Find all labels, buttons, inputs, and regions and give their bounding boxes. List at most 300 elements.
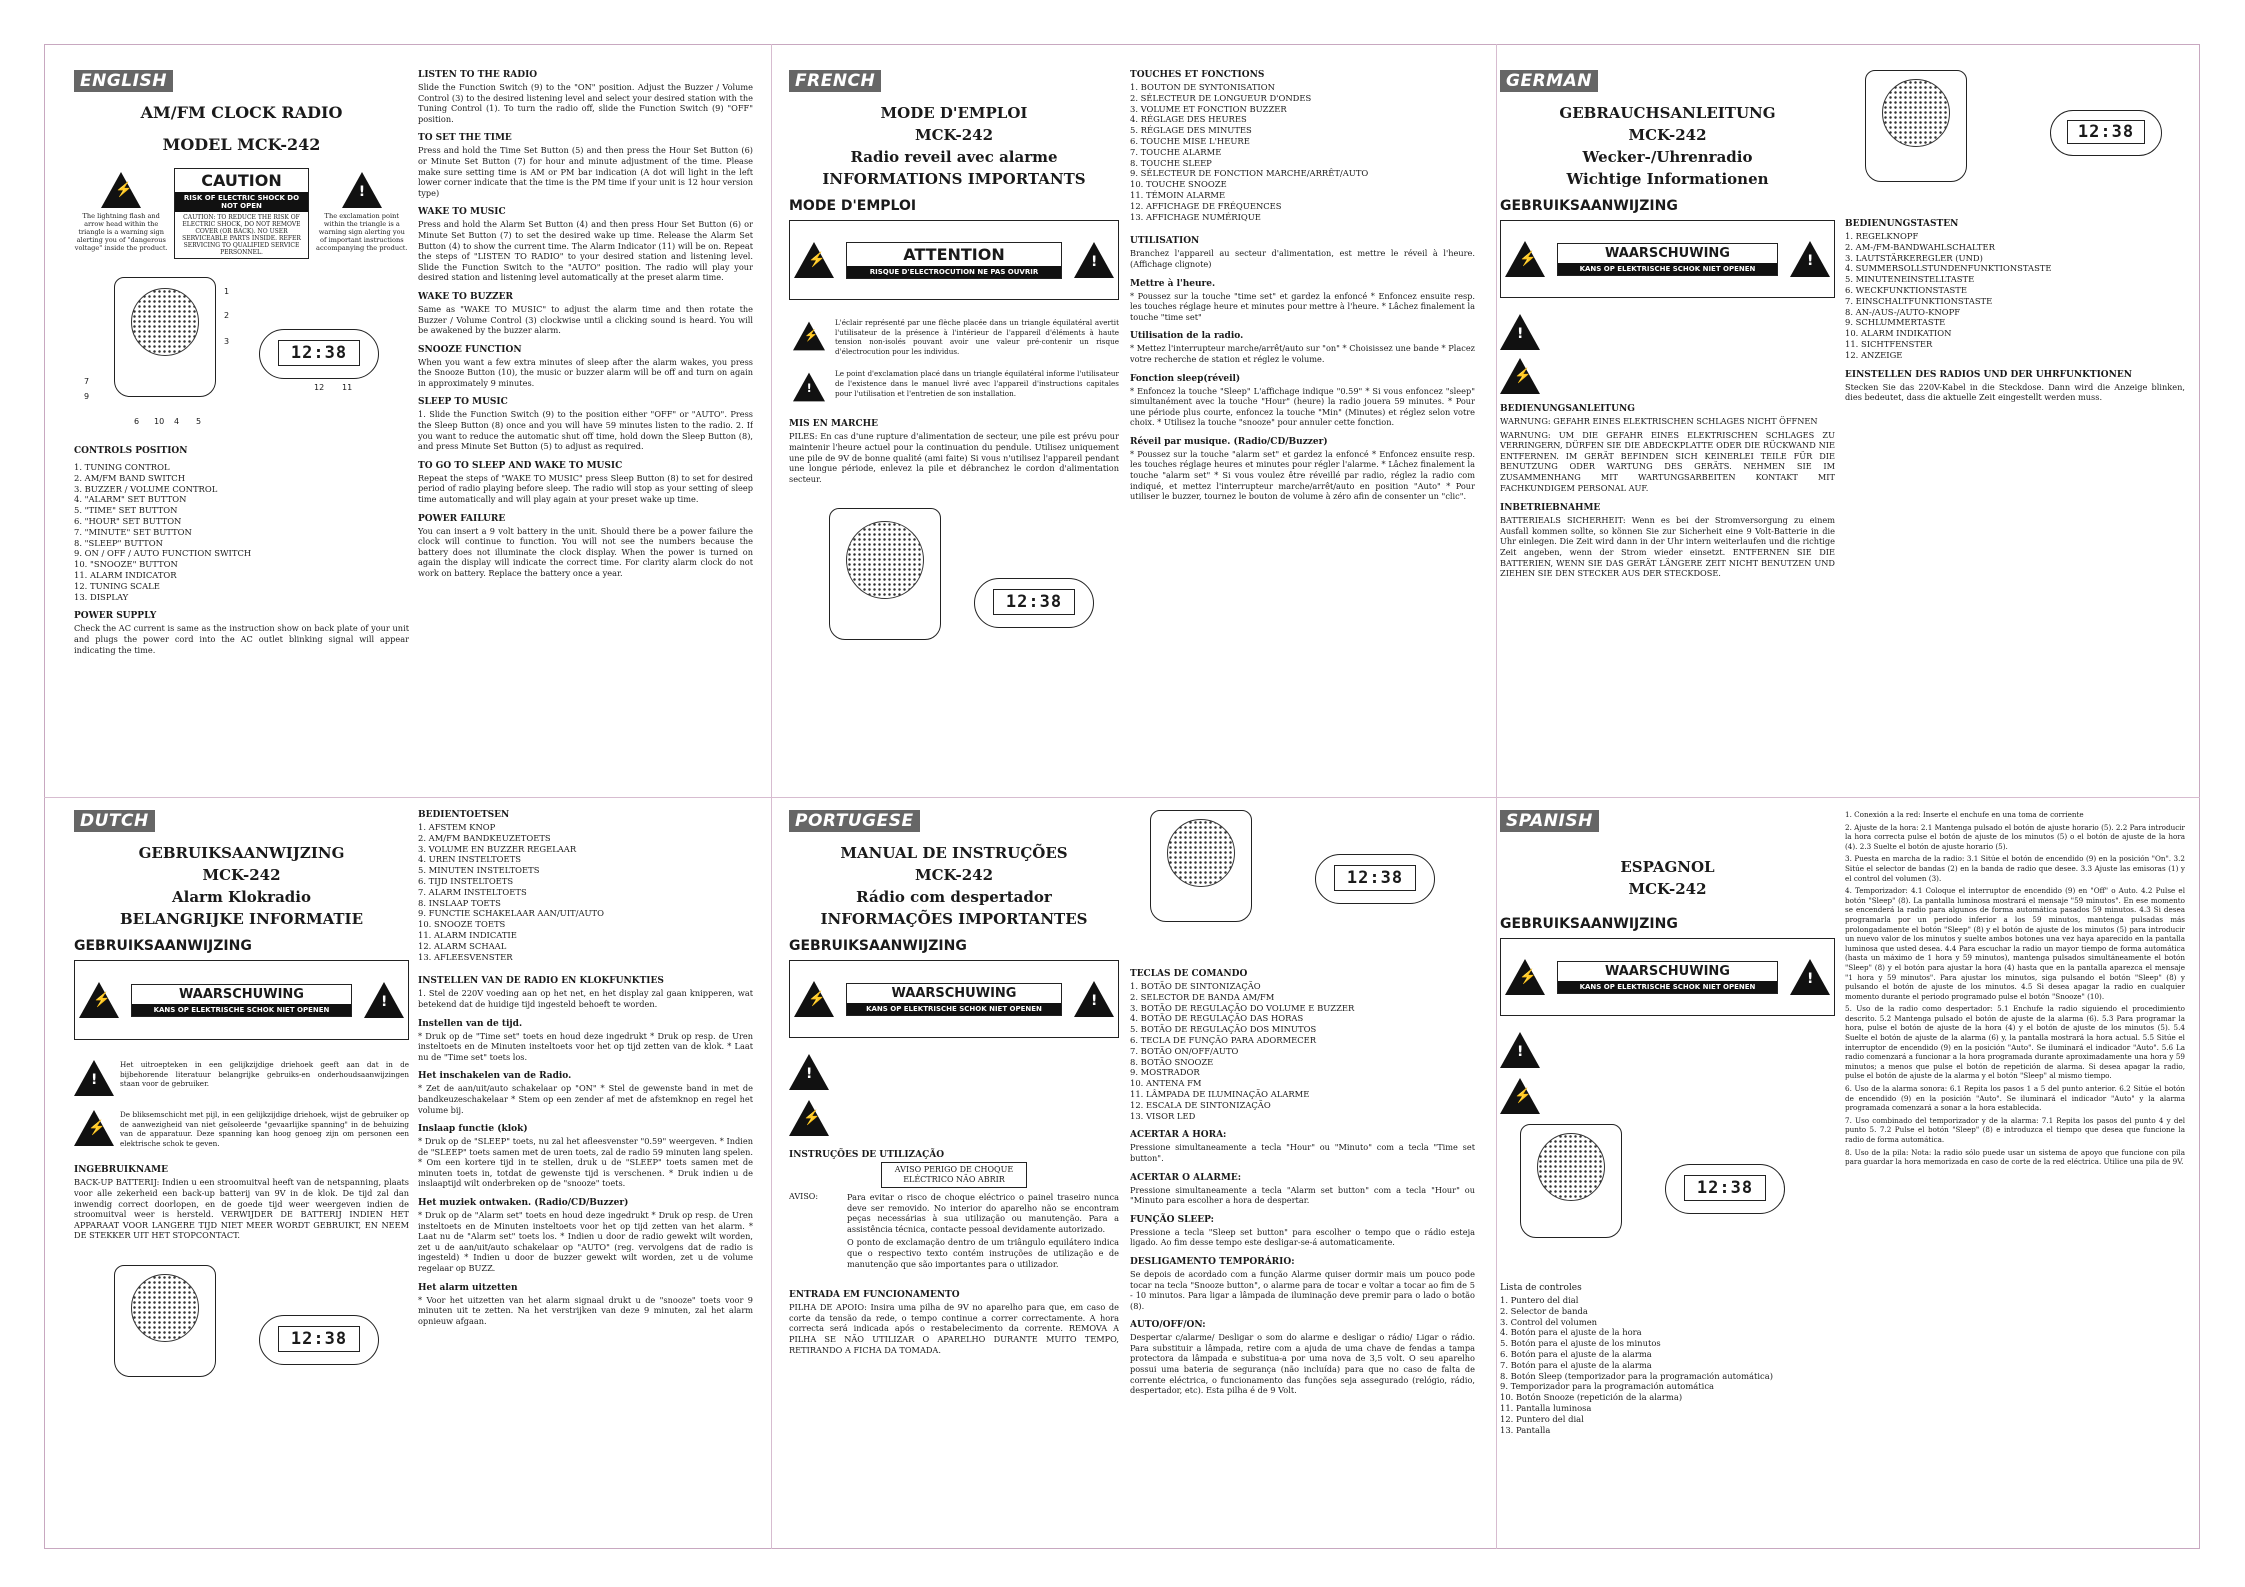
section-text: * Mettez l'interrupteur marche/arrêt/auto sur "on" * Choisissez une bande * Placez votre recherche de station et réglez le volume. bbox=[1130, 343, 1475, 364]
list-item: 9. ON / OFF / AUTO FUNCTION SWITCH bbox=[74, 548, 252, 559]
radio-body bbox=[114, 277, 216, 397]
controls-list bbox=[418, 822, 753, 962]
warning-bar: KANS OP ELEKTRISCHE SCHOK NIET OPENEN bbox=[1558, 981, 1777, 993]
warning-icon-row bbox=[789, 1100, 1119, 1136]
list-item: 7. EINSCHALTFUNKTIONSTASTE bbox=[1845, 295, 1993, 306]
list-item: 7. Botón para el ajuste de la alarma bbox=[1500, 1359, 1652, 1370]
list-item: 3. Control del volumen bbox=[1500, 1316, 1598, 1327]
section-subtitle: GEBRUIKSAANWIJZING bbox=[789, 938, 967, 954]
language-tab-german: GERMAN bbox=[1500, 70, 1598, 92]
list-item: 6. TOUCHE MISE L'HEURE bbox=[1130, 135, 1250, 146]
aviso-label: AVISO: bbox=[789, 1192, 819, 1201]
radio-illustration bbox=[1500, 1124, 1835, 1274]
dutch-right-column bbox=[418, 810, 753, 1540]
radio-illustration bbox=[74, 1259, 409, 1419]
doc-title: GEBRAUCHSANLEITUNG bbox=[1559, 104, 1776, 122]
exclamation-warning-icon bbox=[789, 1054, 829, 1090]
section-text: BATTERIEALS SICHERHEIT: Wenn es bei der Stromversorgung zu einem Ausfall kommen sollte, so können Sie zur Sicherheit eine 9 Volt-Batterie in die Uhr einlegen. Die Zeit wird dann in der Uhr intern weiterlaufen und die richtige Zeit angeben, wenn der Strom wieder einsetzt. ENTFERNEN SIE DIE BATTERIEN, WENN SIE DAS GERÄT LÄNGERE ZEIT NICHT BENUTZEN UND ZIEHEN SIE DEN STECKER AUS DER STECKDOSE. bbox=[1500, 515, 1835, 579]
section-heading: INGEBRUIKNAME bbox=[74, 1165, 168, 1176]
section-heading: SNOOZE FUNCTION bbox=[418, 344, 522, 355]
lightning-warning-icon bbox=[793, 322, 825, 351]
section-heading: UTILISATION bbox=[1130, 236, 1200, 247]
warning-label bbox=[1500, 938, 1835, 1016]
language-tab-french: FRENCH bbox=[789, 70, 881, 92]
lightning-notice bbox=[74, 168, 168, 252]
list-item: 5. BOTÃO DE REGULAÇÃO DOS MINUTOS bbox=[1130, 1024, 1317, 1035]
exclamation-warning-icon bbox=[1500, 1032, 1540, 1068]
section-heading: DESLIGAMENTO TEMPORÁRIO: bbox=[1130, 1256, 1295, 1267]
section-text: Pressione simultaneamente a tecla "Alarm set button" com a tecla "Hour" ou "Minuto para escolher a hora de despertar. bbox=[1130, 1184, 1475, 1206]
step-text: 8. Uso de la pila: Nota: la radio sólo puede usar un sistema de apoyo que funcione con pila para guardar la hora memorizada en caso de corte de la red eléctrica. Utilice una pila de 9V. bbox=[1845, 1147, 2185, 1167]
warning-text: Le point d'exclamation placé dans un triangle équilatéral informe l'utilisateur de l'existence dans le manuel livré avec l'appareil d'instructions capitales pour l'utilisation et l'entretien de son installation. bbox=[835, 369, 1119, 398]
list-item: 4. Botón para el ajuste de la hora bbox=[1500, 1327, 1642, 1338]
language-tab-spanish: SPANISH bbox=[1500, 810, 1599, 832]
section-heading: LISTEN TO THE RADIO bbox=[418, 70, 538, 80]
radio-body bbox=[1150, 810, 1252, 922]
callout: 12 bbox=[314, 383, 325, 392]
german-right-column bbox=[1845, 70, 2185, 780]
list-item: 11. ALARM INDICATIE bbox=[418, 929, 517, 940]
section-heading: WAKE TO MUSIC bbox=[418, 207, 506, 218]
list-item: 5. MINUTEN INSTELTOETS bbox=[418, 865, 540, 876]
section-heading: TOUCHES ET FONCTIONS bbox=[1130, 70, 1265, 80]
step-text: 1. Conexión a la red: Inserte el enchufe en una toma de corriente bbox=[1845, 810, 2084, 819]
list-item: 1. BOUTON DE SYNTONISATION bbox=[1130, 82, 1275, 92]
section-text: * Druk op de "Time set" toets en houd deze ingedrukt * Druk op resp. de Uren insteltoets en de Minuten insteltoets voor het op tijd zetten van de klok. * Laat nu de "Time set" toets los. bbox=[418, 1030, 753, 1062]
list-item: 2. SÉLECTEUR DE LONGUEUR D'ONDES bbox=[1130, 92, 1312, 103]
portugese-left-column bbox=[789, 810, 1119, 1540]
list-item: 9. Temporizador para la programación automática bbox=[1500, 1381, 1715, 1392]
list-item: 11. Pantalla luminosa bbox=[1500, 1402, 1592, 1413]
list-item: 8. INSLAAP TOETS bbox=[418, 897, 501, 908]
list-item: 2. AM/FM BAND SWITCH bbox=[74, 472, 186, 483]
exclamation-notice bbox=[315, 168, 409, 252]
section-text: Stecken Sie das 220V-Kabel in die Steckdose. Dann wird die Anzeige blinken, dies bedeutet, dass die aktuelle Zeit eingestellt werden muss. bbox=[1845, 381, 2185, 403]
section-subtitle: GEBRUIKSAANWIJZING bbox=[74, 938, 252, 954]
section-heading: Lista de controles bbox=[1500, 1283, 1582, 1293]
model-title: MCK-242 bbox=[914, 866, 994, 884]
list-item: 7. ALARM INSTELTOETS bbox=[418, 886, 527, 897]
section-heading: Het inschakelen van de Radio. bbox=[418, 1071, 572, 1082]
section-heading: Instellen van de tijd. bbox=[418, 1018, 523, 1029]
list-item: 2. SELECTOR DE BANDA AM/FM bbox=[1130, 991, 1275, 1002]
section-heading: MIS EN MARCHE bbox=[789, 419, 878, 430]
list-item: 6. TIJD INSTELTOETS bbox=[418, 875, 514, 886]
exclamation-warning-icon bbox=[342, 172, 382, 208]
list-item: 12. ANZEIGE bbox=[1845, 349, 1903, 360]
list-item: 3. BUZZER / VOLUME CONTROL bbox=[74, 483, 218, 494]
callout: 1 bbox=[224, 287, 230, 296]
speaker-grille bbox=[1882, 79, 1950, 147]
lightning-warning-icon bbox=[1500, 358, 1540, 394]
clock-unit bbox=[259, 1315, 379, 1365]
list-item: 4. SUMMERSOLLSTUNDENFUNKTIONSTASTE bbox=[1845, 263, 2052, 274]
warning-heading: WAARSCHUWING bbox=[891, 985, 1017, 1001]
language-tab-portugese: PORTUGESE bbox=[789, 810, 920, 832]
step-text: 4. Temporizador: 4.1 Coloque el interruptor de encendido (9) en "Off" o Auto. 4.2 Pulse el botón "Sleep" (8). La pantalla luminosa mostrará el mensaje "59 minutos". En ese momento se encenderá la radio para algunos de forma automática pasados 59 minutos. 4.3 Si desea programarla por un periodo inferior a los 59 minutos, mantenga pulsadas más prolongadamente el botón "Sleep" (8) y el botón de ajuste de los minutos (5) para introducir un nuevo valor de los minutos y suelte ambos botones una vez haya aparecido en la pantalla luminosa que usted desea. 4.4 Para escuchar la radio un mayor tiempo de forma automática (hasta un máximo de 1 hora y 59 minutos), mantenga pulsados simultáneamente el botón "Sleep" (8) y el botón para ajustar la hora (4) hasta que en la pantalla aparezca el mensaje "1 hora y 59 minutos". Para ajustar los minutos, siga pulsando el botón "Sleep" (8) y pulsando el botón de ajuste de los minutos. 4.5 Si desea apagar la radio en cualquier momento durante el periodo programado pulse el botón "Snooze" (10). bbox=[1845, 886, 2185, 1001]
list-item: 11. ALARM INDICATOR bbox=[74, 569, 177, 580]
english-right-column bbox=[418, 70, 753, 780]
section-heading: INSTELLEN VAN DE RADIO EN KLOKFUNKTIES bbox=[418, 976, 664, 987]
section-heading: TECLAS DE COMANDO bbox=[1130, 969, 1248, 979]
clock-display: 12:38 bbox=[278, 340, 360, 366]
list-item: 12. TUNING SCALE bbox=[74, 580, 160, 591]
exclamation-warning-icon bbox=[1074, 242, 1114, 278]
lightning-warning-icon bbox=[1505, 959, 1545, 995]
attention-bar: RISQUE D'ELECTROCUTION NE PAS OUVRIR bbox=[847, 266, 1061, 278]
section-text: * Enfoncez la touche "Sleep" L'affichage indique "0.59" * Si vous enfoncez "sleep" simultanément avec la touche "Hour" (heure) la radio jouera 59 minutes. * Pour une période plus courte, enfoncez la touche "Min" (Minutes) et réglez selon votre choix. * Utilisez la touche "snooze" pour annuler cette fonction. bbox=[1130, 385, 1475, 428]
doc-title: MANUAL DE INSTRUÇÕES bbox=[840, 844, 1068, 862]
list-item: 10. TOUCHE SNOOZE bbox=[1130, 179, 1227, 190]
exclamation-warning-icon bbox=[74, 1060, 114, 1096]
doc-subtitle: Wichtige Informationen bbox=[1566, 170, 1769, 188]
step-text: 6. Uso de la alarma sonora: 6.1 Repita los pasos 1 a 5 del punto anterior. 6.2 Sitúe el botón de encendido (9) en la posición "Auto". Se iluminará el indicador "Auto" y la alarma programada comenzará a sonar a la hora establecida. bbox=[1845, 1084, 2185, 1113]
list-item: 4. "ALARM" SET BUTTON bbox=[74, 494, 187, 505]
clock-unit bbox=[1665, 1164, 1785, 1214]
section-heading: INBETRIEBNAHME bbox=[1500, 503, 1601, 514]
list-item: 13. DISPLAY bbox=[74, 591, 129, 602]
warning-row bbox=[74, 1060, 409, 1096]
exclamation-warning-icon bbox=[793, 373, 825, 402]
aviso-row bbox=[789, 1192, 1119, 1272]
list-item: 8. AN-/AUS-/AUTO-KNOPF bbox=[1845, 306, 1961, 317]
section-subtitle: GEBRUIKSAANWIJZING bbox=[1500, 916, 1678, 932]
warning-icon-row bbox=[1500, 1032, 1835, 1068]
list-item: 12. AFFICHAGE DE FRÉQUENCES bbox=[1130, 200, 1282, 211]
step-text: 5. Uso de la radio como despertador: 5.1 Enchufe la radio siguiendo el procedimiento descrito. 5.2 Mantenga pulsado el botón de ajuste de la alarma (6). 5.3 Para programar la hora, pulse el botón de ajuste de la hora (4) y el botón de ajuste de los minutos (5). 5.4 Suelte el botón de ajuste de la alarma (6) y, la pantalla mostrará la hora actual. 5.5 Sitúe el interruptor de encendido (9) en la posición "Auto". Se iluminará el indicador "Auto". 5.6 La radio comenzará a funcionar a la hora programada durante aproximadamente una hora y 59 minutos; a menos que pulse el botón de repetición de alarma. Si desea apagar la radio, pulse el botón de ajuste de la alarma y el botón "Sleep" al mismo tiempo. bbox=[1845, 1004, 2185, 1081]
section-text: Same as "WAKE TO MUSIC" to adjust the alarm time and then rotate the Buzzer / Volume Control (3) clockwise until a clicking sound is heard. You will be awakened by the buzzer alarm. bbox=[418, 303, 753, 336]
caution-label bbox=[174, 168, 308, 259]
doc-subtitle: Wecker-/Uhrenradio bbox=[1582, 148, 1753, 166]
section-text: Despertar c/alarme/ Desligar o som do alarme e desligar o rádio/ Ligar o rádio. Para substituir a lâmpada, retire com a ajuda de uma chave de fendas a tampa protectora da lâmpada e substitua-a por uma nova de 3,5 volt. O seu aparelho possui uma bateria de segurança (não incluída) para que no caso de falta de corrente eléctrica, o funcionamento das funções seja assegurado (relógio, rádio, despertador, etc). Esta pilha é de 9 Volt. bbox=[1130, 1332, 1475, 1396]
aviso-note: O ponto de exclamação dentro de um triângulo equilátero indica que o respectivo texto contém instruções de utilização e de manutenção que são importantes para o utilizador. bbox=[847, 1237, 1119, 1269]
clock-display: 12:38 bbox=[278, 1326, 360, 1352]
list-item: 8. BOTÃO SNOOZE bbox=[1130, 1056, 1214, 1067]
doc-title: ESPAGNOL bbox=[1620, 858, 1715, 876]
section-heading: INSTRUÇÕES DE UTILIZAÇÃO bbox=[789, 1150, 945, 1160]
caution-bar: RISK OF ELECTRIC SHOCK DO NOT OPEN bbox=[175, 192, 307, 212]
list-item: 3. LAUTSTÄRKEREGLER (UND) bbox=[1845, 252, 1983, 263]
step-text: 2. Ajuste de la hora: 2.1 Mantenga pulsado el botón de ajuste horario (5). 2.2 Para introducir la hora correcta pulse el botón de ajuste de los minutos (5) o el botón de ajuste de la hora (4). 2.3 Suelte el botón de ajuste horario (5). bbox=[1845, 822, 2185, 851]
section-text: PILES: En cas d'une rupture d'alimentation de secteur, une pile est prévu pour maintenir l'heure actuel pour la continuation du pendule. Utilisez uniquement une pile de 9V de bonne qualité (ami faite) Si vous n'utilisez l'appareil pendant une longue période, enlevez la pile et débranchez le cordon d'alimentation secteur. bbox=[789, 431, 1119, 484]
section-heading: WAKE TO BUZZER bbox=[418, 291, 513, 302]
controls-list bbox=[74, 462, 409, 602]
list-item: 10. ALARM INDIKATION bbox=[1845, 328, 1952, 339]
language-tab-dutch: DUTCH bbox=[74, 810, 155, 832]
attention-box bbox=[846, 242, 1062, 279]
section-heading: Réveil par musique. (Radio/CD/Buzzer) bbox=[1130, 436, 1328, 447]
list-item: 5. RÉGLAGE DES MINUTES bbox=[1130, 125, 1252, 136]
list-item: 6. "HOUR" SET BUTTON bbox=[74, 515, 182, 526]
section-heading: TO SET THE TIME bbox=[418, 133, 512, 144]
clock-unit bbox=[974, 578, 1094, 628]
attention-label bbox=[789, 220, 1119, 300]
section-heading: Mettre à l'heure. bbox=[1130, 278, 1216, 289]
warning-box bbox=[131, 984, 352, 1017]
exclamation-warning-icon bbox=[1790, 241, 1830, 277]
portugese-right-column bbox=[1130, 810, 1475, 1540]
section-text: WARNUNG: GEFAHR EINES ELEKTRISCHEN SCHLAGES NICHT ÖFFNEN bbox=[1500, 416, 1818, 426]
doc-subtitle: Radio reveil avec alarme bbox=[850, 148, 1058, 166]
german-left-column bbox=[1500, 70, 1835, 780]
list-item: 7. BOTÃO ON/OFF/AUTO bbox=[1130, 1045, 1239, 1056]
section-heading: ENTRADA EM FUNCIONAMENTO bbox=[789, 1290, 960, 1301]
section-heading: Het alarm uitzetten bbox=[418, 1282, 518, 1293]
exclamation-warning-icon bbox=[364, 982, 404, 1018]
section-text: PILHA DE APOIO: Insira uma pilha de 9V no aparelho para que, em caso de corte da tensão da rede, o tempo continue a correr correctamente. A hora correcta será indicada após o restabelecimento da corrente. REMOVA A PILHA SE NÃO UTILIZAR O APARELHO DURANTE MUITO TEMPO, RETIRANDO A FICHA DA TOMADA. bbox=[789, 1302, 1119, 1355]
warning-label bbox=[74, 960, 409, 1040]
spanish-right-column bbox=[1845, 810, 2185, 1540]
section-heading: POWER FAILURE bbox=[418, 513, 506, 524]
list-item: 7. "MINUTE" SET BUTTON bbox=[74, 526, 192, 537]
lightning-warning-icon bbox=[794, 242, 834, 278]
list-item: 9. MOSTRADOR bbox=[1130, 1067, 1200, 1078]
warning-bar: KANS OP ELEKTRISCHE SCHOK NIET OPENEN bbox=[847, 1003, 1061, 1015]
section-heading: BEDIENUNGSANLEITUNG bbox=[1500, 404, 1635, 414]
list-item: 4. RÉGLAGE DES HEURES bbox=[1130, 114, 1247, 125]
warning-box bbox=[1557, 243, 1778, 276]
clock-unit bbox=[1315, 854, 1435, 904]
callout: 2 bbox=[224, 311, 230, 320]
callout: 5 bbox=[196, 417, 202, 426]
warning-icon-row bbox=[1500, 358, 1835, 394]
list-item: 2. AM-/FM-BANDWAHLSCHALTER bbox=[1845, 241, 1995, 252]
section-text: * Druk op de "SLEEP" toets, nu zal het afleesvenster "0.59" weergeven. * Indien de "SLEEP" toets samen met de uren toets, zal de radio 59 minuten lang spelen. * Om een kortere tijd in te stellen, druk u de "SLEEP" toets samen met de minuten toets in, totdat de gewenste tijd is verschenen. * Druk indien u de inslaaptijd wilt onderbreken op de "snooze" toets. bbox=[418, 1136, 753, 1189]
section-heading: ACERTAR A HORA: bbox=[1130, 1130, 1227, 1141]
model-title: MODEL MCK-242 bbox=[162, 135, 321, 154]
list-item: 8. Botón Sleep (temporizador para la programación automática) bbox=[1500, 1370, 1773, 1381]
list-item: 9. FUNCTIE SCHAKELAAR AAN/UIT/AUTO bbox=[418, 908, 605, 919]
doc-subtitle: INFORMATIONS IMPORTANTS bbox=[822, 170, 1086, 188]
callout: 9 bbox=[84, 392, 90, 401]
lightning-warning-icon bbox=[79, 982, 119, 1018]
section-text: WARNUNG: UM DIE GEFAHR EINES ELEKTRISCHEN SCHLAGES ZU VERRINGERN, DÜRFEN SIE DIE ABDECKPLATTE ODER DIE RÜCKWAND NIE ENTFERNEN. IM GERÄT BEFINDEN SICH KEINERLEI TEILE FÜR DIE BENUTZUNG ODER WARTUNG DES GERÄTS. NEHMEN SIE IM ZUSAMMENHANG MIT WARTUNGSARBEITEN KONTAKT MIT FACHKUNDIGEM PERSONAL AUF. bbox=[1500, 429, 1835, 493]
radio-illustration bbox=[74, 267, 409, 437]
caution-panel bbox=[74, 168, 409, 259]
warning-icon-row bbox=[789, 1054, 1119, 1090]
lightning-warning-icon bbox=[1505, 241, 1545, 277]
warning-text: De bliksemschicht met pijl, in een gelijkzijdige driehoek, wijst de gebruiker op de aanwezigheid van niet geïsoleerde "gevaarlijke spanning" in de behuizing van de apparatuur. Deze spanning kan hoog genoeg zijn om personen een elektrische schok te geven. bbox=[120, 1110, 409, 1148]
callout: 10 bbox=[154, 417, 165, 426]
section-heading: AUTO/OFF/ON: bbox=[1130, 1320, 1206, 1331]
list-item: 12. Puntero del dial bbox=[1500, 1413, 1584, 1424]
list-item: 10. Botón Snooze (repetición de la alarma) bbox=[1500, 1392, 1683, 1403]
lightning-warning-icon bbox=[101, 172, 141, 208]
warning-row bbox=[789, 369, 1119, 405]
list-item: 11. LÂMPADA DE ILUMINAÇÃO ALARME bbox=[1130, 1088, 1310, 1099]
list-item: 9. SÉLECTEUR DE FONCTION MARCHE/ARRÊT/AUTO bbox=[1130, 168, 1369, 179]
warning-text: Het uitroepteken in een gelijkzijdige driehoek geeft aan dat in de bijbehorende literatuur belangrijke gebruiks-en onderhoudsaanwijzingen staan voor de gebruiker. bbox=[120, 1060, 409, 1089]
radio-body bbox=[1520, 1124, 1622, 1238]
speaker-grille bbox=[1537, 1133, 1605, 1201]
list-item: 10. ANTENA FM bbox=[1130, 1078, 1202, 1089]
list-item: 4. UREN INSTELTOETS bbox=[418, 854, 521, 865]
section-subtitle: GEBRUIKSAANWIJZING bbox=[1500, 198, 1678, 214]
warning-heading: WAARSCHUWING bbox=[179, 986, 304, 1002]
list-item: 4. BOTÃO DE REGULAÇÃO DAS HORAS bbox=[1130, 1013, 1304, 1024]
section-text: * Druk op de "Alarm set" toets en houd deze ingedrukt * Druk op resp. de Uren insteltoets en de Minuten insteltoets voor het op tijd zetten van het alarm. * Laat nu de "Alarm set" toets los. * Indien u door de radio gewekt wilt worden, zet u de aan/uit/auto schakelaar op "AUTO" (reg. vervolgens dat de radio is ingesteld) * Indien u door de buzzer gewekt wilt worden, zet u de volume regelaar op BUZZ. bbox=[418, 1210, 753, 1274]
controls-heading: CONTROLS POSITION bbox=[74, 446, 188, 456]
lightning-warning-icon bbox=[1500, 1078, 1540, 1114]
model-title: MCK-242 bbox=[1628, 880, 1707, 898]
list-item: 5. MINUTENEINSTELLTASTE bbox=[1845, 274, 1975, 285]
warning-icon-row bbox=[1500, 314, 1835, 350]
power-heading: POWER SUPPLY bbox=[74, 611, 157, 622]
step-text: 3. Puesta en marcha de la radio: 3.1 Sitúe el botón de encendido (9) en la posición "On". 3.2 Sitúe el selector de bandas (2) en la banda de radio que desee. 3.3 Ajuste las emisoras (1) y el control del volumen (3). bbox=[1845, 854, 2185, 883]
section-heading: Fonction sleep(réveil) bbox=[1130, 373, 1241, 384]
aviso-box: AVISO PERIGO DE CHOQUE ELÉCTRICO NÃO ABRIR bbox=[881, 1162, 1027, 1188]
callout: 4 bbox=[174, 417, 180, 426]
list-item: 5. Botón para el ajuste de los minutos bbox=[1500, 1338, 1661, 1349]
controls-list bbox=[1500, 1295, 1835, 1435]
warning-row bbox=[789, 318, 1119, 359]
list-item: 3. BOTÃO DE REGULAÇÃO DO VOLUME E BUZZER bbox=[1130, 1002, 1355, 1013]
power-text: Check the AC current is same as the instruction show on back plate of your unit and plugs the power cord into the AC outlet blinking signal will appear indicating the time. bbox=[74, 623, 409, 655]
clock-display: 12:38 bbox=[993, 589, 1075, 615]
section-text: Branchez l'appareil au secteur d'alimentation, est mettre le réveil à l'heure. (Affichage clignote) bbox=[1130, 248, 1475, 269]
list-item: 11. TÉMOIN ALARME bbox=[1130, 189, 1226, 200]
list-item: 12. ESCALA DE SINTONIZAÇÃO bbox=[1130, 1099, 1271, 1110]
section-text: * Poussez sur la touche "alarm set" et gardez la enfoncé * Enfoncez ensuite resp. les touches réglage heures et minutes pour régler l'alarme. * Lâchez finalement la touche "alarm set" * Si vous voulez être réveillé par radio, réglez la radio com indiqué, et mettez l'interrupteur marche/arrêt/auto en position "Auto" * Pour utiliser le buzzer, tournez le bouton de volume à zéro afin de consenter un "clic". bbox=[1130, 448, 1475, 502]
section-text: When you want a few extra minutes of sleep after the alarm wakes, you press the Snooze Button (10), the music or buzzer alarm will be off and turn on again in approximately 9 minutes. bbox=[418, 356, 753, 388]
english-left-column bbox=[74, 70, 409, 780]
radio-illustration bbox=[1130, 810, 1475, 960]
exclamation-warning-icon bbox=[1074, 981, 1114, 1017]
lightning-warning-icon bbox=[789, 1100, 829, 1136]
exclamation-warning-icon bbox=[1790, 959, 1830, 995]
language-tab-english: ENGLISH bbox=[74, 70, 173, 92]
section-heading: FUNÇÃO SLEEP: bbox=[1130, 1214, 1214, 1225]
fold-line bbox=[44, 797, 2200, 798]
section-heading: Inslaap functie (klok) bbox=[418, 1124, 528, 1135]
section-subtitle: MODE D'EMPLOI bbox=[789, 198, 917, 214]
list-item: 1. BOTÃO DE SINTONIZAÇÃO bbox=[1130, 981, 1261, 991]
section-heading: BEDIENTOETSEN bbox=[418, 810, 510, 820]
section-heading: Utilisation de la radio. bbox=[1130, 331, 1244, 342]
radio-body bbox=[1865, 70, 1967, 182]
clock-unit bbox=[259, 329, 379, 379]
exclamation-warning-icon bbox=[1500, 314, 1540, 350]
list-item: 9. SCHLUMMERTASTE bbox=[1845, 317, 1946, 328]
french-left-column bbox=[789, 70, 1119, 780]
section-text: Repeat the steps of "WAKE TO MUSIC" press Sleep Button (8) to set for desired period of radio playing before sleep. The radio will stop as your setting of sleep time automatically and will play again at your preset wake up time. bbox=[418, 472, 753, 505]
clock-display: 12:38 bbox=[2067, 120, 2145, 144]
aviso-text: Para evitar o risco de choque eléctrico o painel traseiro nunca deve ser removido. No interior do aparelho não se encontram peças necessárias à sua utilização ou manutenção. Para a assistência técnica, contacte pessoal devidamente autorizado. bbox=[847, 1192, 1119, 1234]
list-item: 1. TUNING CONTROL bbox=[74, 462, 170, 472]
section-heading: BEDIENUNGSTASTEN bbox=[1845, 219, 1959, 229]
model-title: MCK-242 bbox=[1628, 126, 1707, 144]
model-title: MCK-242 bbox=[914, 126, 994, 144]
speaker-grille bbox=[131, 1274, 199, 1342]
doc-subtitle: Alarm Klokradio bbox=[172, 888, 311, 906]
warning-box bbox=[1557, 961, 1778, 994]
radio-illustration bbox=[789, 498, 1119, 698]
doc-title: MODE D'EMPLOI bbox=[880, 104, 1028, 122]
warning-box bbox=[846, 983, 1062, 1016]
step-text: 7. Uso combinado del temporizador y de la alarma: 7.1 Repita los pasos del punto 4 y del punto 5. 7.2 Pulse el botón "Sleep" (8) e introduzca el tiempo que desea que funcione la radio de forma automática. bbox=[1845, 1115, 2185, 1144]
list-item: 6. Botón para el ajuste de la alarma bbox=[1500, 1348, 1652, 1359]
warning-row bbox=[74, 1110, 409, 1151]
section-text: 1. Slide the Function Switch (9) to the position either "OFF" or "AUTO". Press the Sleep Button (8) once and you will have 59 minutes listen to the radio. 2. If you want to reduce the automatic shut off time, hold down the Sleep Button (8), and press Minute Set Button (5) to adjust as required. bbox=[418, 409, 753, 452]
list-item: 1. REGELKNOPF bbox=[1845, 231, 1919, 241]
controls-list bbox=[1130, 981, 1475, 1121]
warning-icon-row bbox=[1500, 1078, 1835, 1114]
section-text: Press and hold the Alarm Set Button (4) and then press Hour Set Button (6) or Minute Set Button (7) to set the desired wake up time. Release the Alarm Set Button (4) to show the current time. The Alarm Indicator (11) will be on. Repeat the steps of "LISTEN TO RADIO" to your desired station and listening level. Slide the Function Switch to the "AUTO" position. The radio will play your desired station and listening level automatically at the preset alarm time. bbox=[418, 219, 753, 283]
warning-label bbox=[789, 960, 1119, 1038]
warning-heading: WAARSCHUWING bbox=[1605, 245, 1730, 261]
warning-label bbox=[1500, 220, 1835, 298]
radio-body bbox=[829, 508, 941, 640]
doc-subtitle: Rádio com despertador bbox=[856, 888, 1052, 906]
section-text: * Poussez sur la touche "time set" et gardez la enfoncé * Enfoncez ensuite resp. les touches réglage heure et minutes pour mettre à l'heure. * Lâchez finalement la touche "time set" bbox=[1130, 290, 1475, 322]
list-item: 11. SICHTFENSTER bbox=[1845, 338, 1933, 349]
lightning-notice-text: The lightning flash and arrow head within the triangle is a warning sign alerting you of "dangerous voltage" inside the product. bbox=[74, 212, 168, 252]
speaker-grille bbox=[131, 288, 199, 356]
controls-list bbox=[1130, 82, 1475, 222]
clock-unit bbox=[2050, 110, 2162, 156]
product-title: AM/FM CLOCK RADIO bbox=[140, 103, 343, 122]
section-heading: EINSTELLEN DES RADIOS UND DER UHRFUNKTIONEN bbox=[1845, 369, 2132, 380]
list-item: 12. ALARM SCHAAL bbox=[418, 940, 507, 951]
warning-bar: KANS OP ELEKTRISCHE SCHOK NIET OPENEN bbox=[1558, 263, 1777, 275]
list-item: 6. TECLA DE FUNÇÃO PARA ADORMECER bbox=[1130, 1034, 1317, 1045]
section-heading: Het muziek ontwaken. (Radio/CD/Buzzer) bbox=[418, 1198, 629, 1209]
section-text: Pressione simultaneamente a tecla "Hour" ou "Minuto" com a tecla "Time set button". bbox=[1130, 1142, 1475, 1163]
clock-display: 12:38 bbox=[1334, 865, 1416, 891]
list-item: 8. TOUCHE SLEEP bbox=[1130, 157, 1212, 168]
list-item: 13. AFFICHAGE NUMÉRIQUE bbox=[1130, 211, 1261, 222]
section-heading: SLEEP TO MUSIC bbox=[418, 397, 508, 408]
attention-heading: ATTENTION bbox=[903, 244, 1005, 264]
spanish-left-column bbox=[1500, 810, 1835, 1540]
section-heading: TO GO TO SLEEP AND WAKE TO MUSIC bbox=[418, 460, 623, 471]
doc-subtitle: BELANGRIJKE INFORMATIE bbox=[119, 910, 364, 928]
section-text: Pressione a tecla "Sleep set button" para escolher o tempo que o rádio esteja ligado. Ao fim desse tempo este desligar-se-á automaticamente. bbox=[1130, 1226, 1475, 1248]
exclamation-notice-text: The exclamation point within the triangle is a warning sign alerting you of important instructions accompanying the product. bbox=[316, 212, 408, 252]
section-text: * Voor het uitzetten van het alarm signaal drukt u de "snooze" toets voor 9 minuten uit te zetten. Na het verstrijken van deze 9 minuten, zal het alarm opnieuw afgaan. bbox=[418, 1294, 753, 1326]
section-text: You can insert a 9 volt battery in the unit. Should there be a power failure the clock will continue to function. You will not see the numbers because the battery does not illuminate the clock display. When the power is turned on again the display will indicate the correct time. For clarity alarm clock do not work on battery. Replace the battery once a year. bbox=[418, 525, 753, 578]
model-title: MCK-242 bbox=[202, 866, 281, 884]
list-item: 13. Pantalla bbox=[1500, 1424, 1551, 1435]
list-item: 8. "SLEEP" BUTTON bbox=[74, 537, 163, 548]
section-text: * Zet de aan/uit/auto schakelaar op "ON" * Stel de gewenste band in met de bandkeuzeschakelaar * Stem op een zender af met de afstemknop en regel het volume bij. bbox=[418, 1083, 753, 1115]
section-text: BACK-UP BATTERIJ: Indien u een stroomuitval heeft van de netspanning, plaats voor alle zekerheid een back-up batterij van 9V in de klok. De tijd zal dan inwendig correct doorlopen, en de goede tijd weer weergeven indien de stroomuitval weer is hersteld. VERWIJDER DE BATTERIJ INDIEN HET APPARAAT VOOR LANGERE TIJD NIET MEER WORDT GEBRUIKT, EN NEEM DE STEKKER UIT HET STOPCONTACT. bbox=[74, 1177, 409, 1241]
list-item: 13. VISOR LED bbox=[1130, 1110, 1196, 1121]
french-right-column bbox=[1130, 70, 1475, 780]
caution-text: CAUTION: TO REDUCE THE RISK OF ELECTRIC SHOCK, DO NOT REMOVE COVER (OR BACK). NO USER SERVICEABLE PARTS INSIDE. REFER SERVICING TO QUALIFIED SERVICE PERSONNEL. bbox=[182, 214, 301, 256]
list-item: 2. Selector de banda bbox=[1500, 1305, 1588, 1316]
section-text: Slide the Function Switch (9) to the "ON" position. Adjust the Buzzer / Volume Control (3) to the desired listening level and select your desired station with the Tuning Control (1). To turn the radio off, slide the Function Switch (9) "OFF" position. bbox=[418, 82, 753, 124]
caution-heading: CAUTION bbox=[201, 171, 282, 190]
radio-illustration bbox=[1845, 70, 2185, 210]
doc-subtitle: INFORMAÇÕES IMPORTANTES bbox=[820, 910, 1088, 928]
callout: 3 bbox=[224, 337, 230, 346]
radio-body bbox=[114, 1265, 216, 1377]
list-item: 1. AFSTEM KNOP bbox=[418, 822, 496, 832]
dutch-left-column bbox=[74, 810, 409, 1540]
lightning-warning-icon bbox=[794, 981, 834, 1017]
speaker-grille bbox=[1167, 819, 1235, 887]
section-text: Press and hold the Time Set Button (5) and then press the Hour Set Button (6) or Minute Set Button (7) for hour and minute adjustment of the time. Please make sure setting time is AM or PM bar indication (A dot will light in the left lower corner indicate that the time is the PM time if your unit is 12 hour version type) bbox=[418, 145, 753, 198]
warning-bar: KANS OP ELEKTRISCHE SCHOK NIET OPENEN bbox=[132, 1004, 351, 1016]
callout: 7 bbox=[84, 377, 90, 386]
warning-heading: WAARSCHUWING bbox=[1605, 963, 1730, 979]
list-item: 3. VOLUME ET FONCTION BUZZER bbox=[1130, 103, 1287, 114]
list-item: 7. TOUCHE ALARME bbox=[1130, 146, 1222, 157]
section-text: 1. Stel de 220V voeding aan op het net, en het display zal gaan knipperen, wat betekend dat de huidige tijd ingesteld behoeft te worden. bbox=[418, 988, 753, 1009]
speaker-grille bbox=[846, 521, 924, 599]
callout: 6 bbox=[134, 417, 140, 426]
